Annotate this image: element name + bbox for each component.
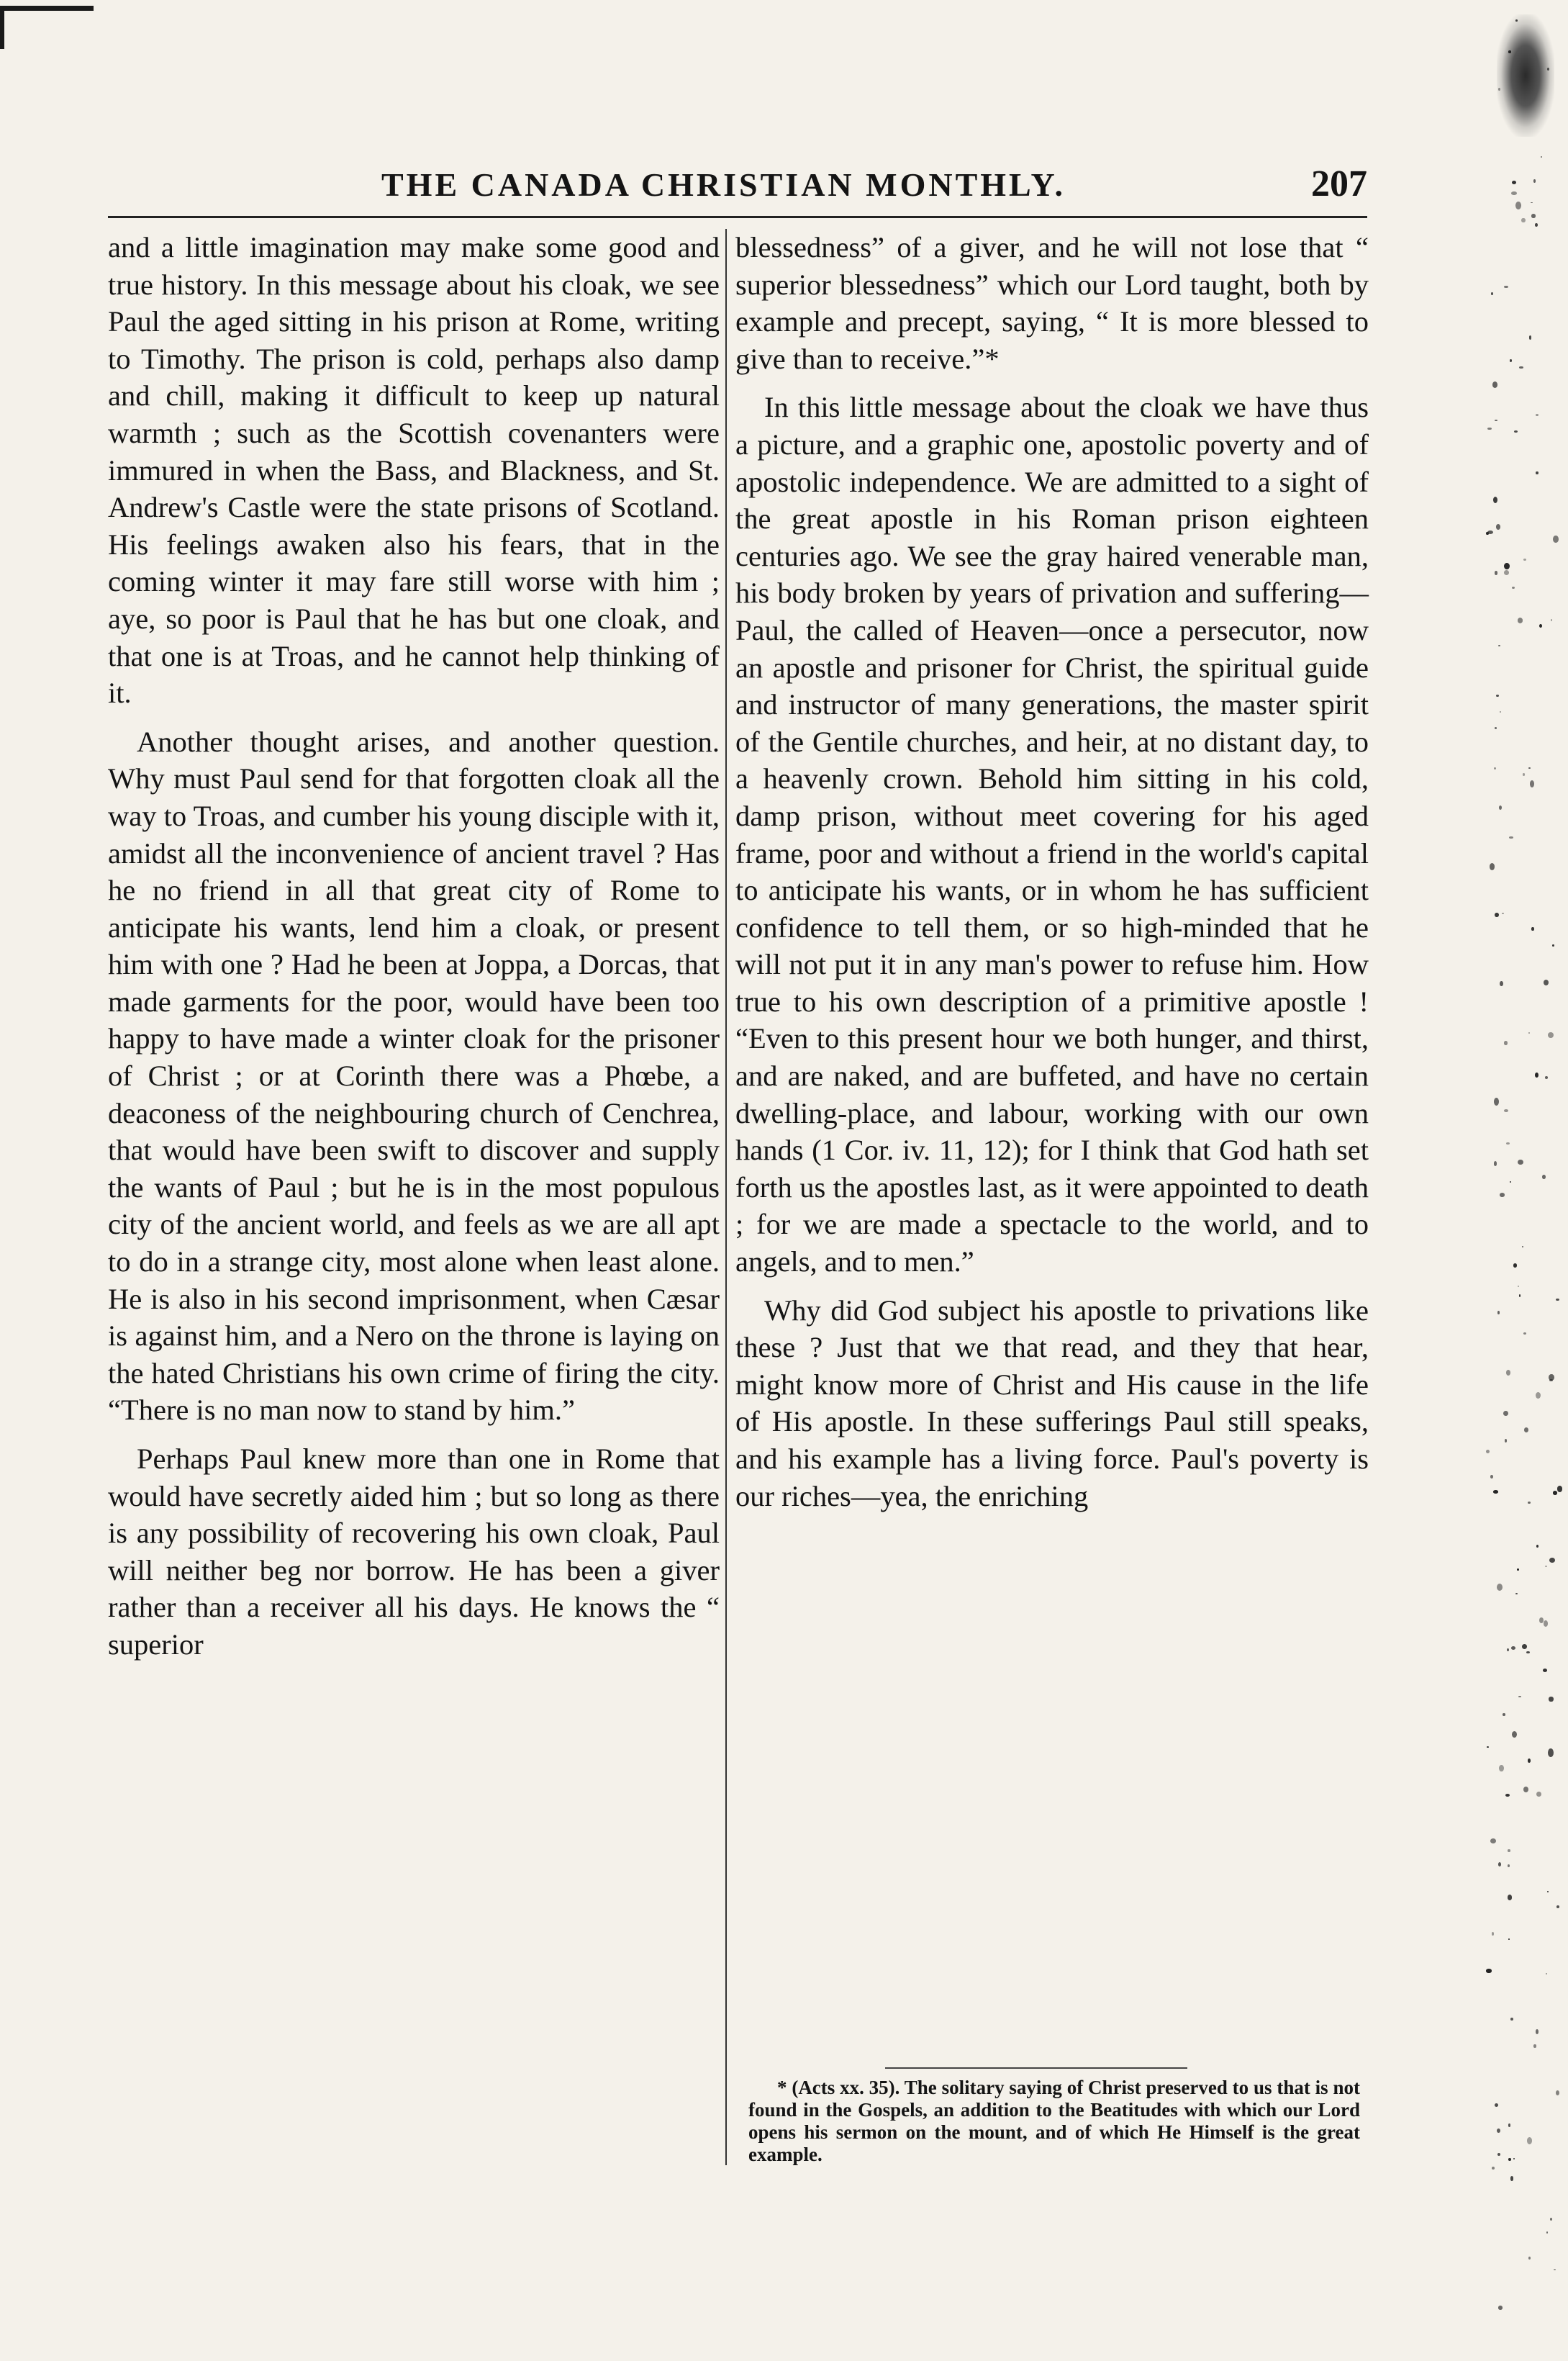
speckle-dot xyxy=(1518,1286,1519,1287)
speckle-dot xyxy=(1490,1838,1496,1843)
speckle-dot xyxy=(1496,695,1499,697)
speckle-dot xyxy=(1492,1932,1494,1936)
speckle-dot xyxy=(1551,619,1553,622)
speckle-dot xyxy=(1528,767,1531,769)
speckle-dot xyxy=(1535,1073,1538,1078)
speckle-dot xyxy=(1547,68,1549,71)
speckle-dot xyxy=(1552,944,1554,947)
speckle-dot xyxy=(1536,1792,1541,1797)
speckle-dot xyxy=(1536,471,1538,475)
speckle-dot xyxy=(1556,1299,1559,1301)
speckle-dot xyxy=(1549,1558,1555,1563)
speckle-dot xyxy=(1536,1392,1541,1399)
speckle-dot xyxy=(1536,414,1538,416)
speckle-dot xyxy=(1513,2158,1515,2159)
speckle-dot xyxy=(1556,2090,1559,2096)
speckle-dot xyxy=(1495,2103,1498,2107)
speckle-dot xyxy=(1519,1294,1521,1296)
speckle-dot xyxy=(1550,2218,1552,2221)
speckle-dot xyxy=(1524,1427,1528,1432)
speckle-dot xyxy=(1497,1311,1500,1314)
speckle-dot xyxy=(1531,927,1533,931)
speckle-dot xyxy=(1522,1644,1527,1649)
speckle-dot xyxy=(1500,1193,1505,1197)
speckle-dot xyxy=(1510,2176,1514,2180)
speckle-dot xyxy=(1515,19,1518,22)
speckle-dot xyxy=(1556,1905,1559,1908)
speckle-dot xyxy=(1518,1696,1521,1697)
page-number: 207 xyxy=(1311,163,1367,204)
speckle-dot xyxy=(1506,1370,1511,1376)
speckle-dot xyxy=(1543,1669,1547,1672)
speckle-dot xyxy=(1528,1032,1530,1034)
speckle-dot xyxy=(1494,1098,1499,1106)
speckle-dot xyxy=(1498,88,1500,91)
speckle-dot xyxy=(1486,532,1489,535)
speckle-dot xyxy=(1528,1502,1531,1504)
speckle-dot xyxy=(1546,1973,1547,1974)
speckle-dot xyxy=(1510,2018,1513,2021)
speckle-dot xyxy=(1511,191,1517,195)
speckle-dot xyxy=(1536,1545,1538,1548)
paragraph: Perhaps Paul knew more than one in Rome that would have secretly aided him ; but so long as there is any possibility of recovering his own cloak, Paul will neither beg nor borrow. He has been a giver rather than a receiver all his days. He knows the “ superior xyxy=(108,1443,720,1661)
speckle-dot xyxy=(1507,1648,1509,1651)
speckle-dot xyxy=(1490,1475,1493,1479)
speckle-dot xyxy=(1508,1895,1513,1900)
speckle-dot xyxy=(1553,536,1559,543)
speckle-dot xyxy=(1508,1864,1510,1867)
paragraph: blessedness” of a giver, and he will not lose that “ superior blessedness” which our Lord taught, both by example and precept, saying, “ It is more blessed to give than to receive.”* xyxy=(735,231,1369,375)
footnote-text: * (Acts xx. 35). The solitary saying of Christ preserved to us that is not found in the Gospels, an addition to the Beatitudes with which our Lord opens his sermon on the mount, and of which He Himself is the great example. xyxy=(748,2077,1360,2165)
speckle-dot xyxy=(1490,863,1495,870)
speckle-dot xyxy=(1513,1263,1518,1268)
speckle-dot xyxy=(1512,587,1515,589)
speckle-dot xyxy=(1528,1759,1531,1762)
speckle-dot xyxy=(1500,711,1501,713)
speckle-dot xyxy=(1519,366,1523,369)
footnote-rule xyxy=(885,2067,1187,2069)
speckle-dot xyxy=(1486,1969,1491,1973)
speckle-dot xyxy=(1495,727,1497,730)
speckle-dot xyxy=(1531,202,1533,204)
speckle-dot xyxy=(1522,1246,1523,1247)
speckle-dot xyxy=(1503,1411,1508,1417)
speckle-dot xyxy=(1545,1566,1547,1567)
speckle-dot xyxy=(1526,1651,1530,1653)
speckle-dot xyxy=(1512,1731,1517,1738)
speckle-dot xyxy=(1515,202,1521,209)
speckle-dot xyxy=(1542,1175,1545,1179)
speckle-dot xyxy=(1536,2029,1538,2034)
speckle-dot xyxy=(1497,2128,1500,2133)
speckle-dot xyxy=(1529,335,1532,340)
speckle-dot xyxy=(1499,805,1502,810)
speckle-dot xyxy=(1510,359,1512,362)
speckle-dot xyxy=(1511,1646,1516,1650)
speckle-dot xyxy=(1533,179,1536,183)
speckle-dot xyxy=(1504,1041,1508,1045)
speckle-dot xyxy=(1493,1490,1499,1494)
speckle-dot xyxy=(1497,1584,1503,1591)
speckle-dot xyxy=(1498,645,1500,646)
speckle-dot xyxy=(1528,2257,1531,2260)
speckle-dot xyxy=(1487,1746,1489,1748)
speckle-dot xyxy=(1544,980,1549,985)
speckle-dot xyxy=(1495,571,1498,575)
speckle-dot xyxy=(1505,1439,1508,1443)
speckle-dot xyxy=(1505,1794,1510,1797)
speckle-dot xyxy=(1541,156,1543,158)
speckle-dot xyxy=(1506,1142,1510,1145)
speckle-dot xyxy=(1494,767,1496,769)
speckle-dot xyxy=(1495,913,1498,917)
corner-rule-vertical xyxy=(0,6,4,49)
speckle-dot xyxy=(1508,2123,1510,2127)
speckle-dot xyxy=(1544,1620,1549,1627)
paragraph: Another thought arises, and another question. Why must Paul send for that forgotten cloak all the way to Troas, and cumber his young disciple with it, amidst all the inconvenience of ancient travel ? Has he no friend in all that great city of Rome to anticipate his wants, lend him a cloak, or present him with one ? Had he been at Joppa, a Dorcas, that made garments for the poor, would have been too happy to have made a winter cloak for the prisoner of Christ ; or at Corinth there was a Phœbe, a deaconess of the neighbouring church of Cenchrea, that would have been swift to discover and supply the wants of Paul ; but he is in the most populous city of the ancient world, and feels as we are all apt to do in a strange city, most alone when least alone. He is also in his second imprisonment, when Cæsar is against him, and a Nero on the throne is laying on the hated Christians his own crime of firing the city. “There is no man now to stand by him.” xyxy=(108,725,720,1427)
speckle-dot xyxy=(1508,50,1510,53)
speckle-dot xyxy=(1546,2231,1548,2234)
speckle-dot xyxy=(1514,430,1518,433)
speckle-dot xyxy=(1504,570,1509,575)
speckle-dot xyxy=(1531,214,1536,217)
speckle-dot xyxy=(1512,181,1516,184)
speckle-dot xyxy=(1499,1765,1503,1771)
column-divider xyxy=(725,229,727,2165)
speckle-dot xyxy=(1553,1491,1557,1495)
speckle-dot xyxy=(1545,1076,1548,1079)
speckle-dot xyxy=(1508,1938,1510,1940)
speckle-dot xyxy=(1547,1891,1549,1892)
right-column xyxy=(735,229,1369,1514)
speckle-dot xyxy=(1496,524,1501,530)
speckle-dot xyxy=(1508,1849,1510,1851)
paragraph: Why did God subject his apostle to privations like these ? Just that we that read, and they that hear, might know more of Christ and His cause in the life of His apostle. In these sufferings Paul still speaks, and his example has a living force. Paul's poverty is our riches—yea, the enriching xyxy=(735,1294,1369,1512)
speckle-dot xyxy=(1486,1450,1490,1453)
speckle-dot xyxy=(1492,382,1497,388)
page-header xyxy=(108,160,1367,210)
speckle-dot xyxy=(1518,618,1523,623)
speckle-dot xyxy=(1557,1486,1562,1492)
speckle-dot xyxy=(1523,1332,1526,1335)
speckle-dot xyxy=(1549,1697,1553,1701)
speckle-dot xyxy=(1493,497,1497,503)
speckle-dot xyxy=(1554,2269,1556,2270)
speckle-dot xyxy=(1508,2158,1511,2161)
footnote xyxy=(748,2077,1360,2166)
speckle-dot xyxy=(1504,1109,1508,1112)
speckle-dot xyxy=(1539,1617,1544,1624)
speckle-dot xyxy=(1521,218,1526,223)
speckle-dot xyxy=(1504,563,1510,570)
speckle-dot xyxy=(1548,1748,1554,1757)
speckle-dot xyxy=(1497,2153,1500,2156)
paragraph: In this little message about the cloak we have thus a picture, and a graphic one, apostolic poverty and of apostolic independence. We are admitted to a sight of the great apostle in his Roman prison eighteen centuries ago. We see the gray haired venerable man, his body broken by years of privation and suffering—Paul, the called of Heaven—once a persecutor, now an apostle and prisoner for Christ, the spiritual guide and instructor of many generations, the master spirit of the Gentile churches, and heir, at no distant day, to a heavenly crown. Behold him sitting in his cold, damp prison, without meet covering for his aged frame, poor and without a friend in the world's capital to anticipate his wants, or in whom he has sufficient confidence to tell them, or so high-minded that he will not put it in any man's power to refuse him. How true to his own description of a primitive apostle ! “Even to this present hour we both hunger, and thirst, and are naked, and are buffeted, and have no certain dwelling-place, and labour, working with our own hands (1 Cor. iv. 11, 12); for I think that God hath set forth us the apostles last, as it were appointed to death ; for we are made a spectacle to the world, and to angels, and to men.” xyxy=(735,391,1369,1278)
speckle-dot xyxy=(1535,223,1538,227)
speckle-dot xyxy=(1509,836,1513,839)
speckle-dot xyxy=(1498,2306,1503,2309)
speckle-dot xyxy=(1500,981,1503,986)
speckle-dot xyxy=(1549,1374,1554,1380)
speckle-dot xyxy=(1498,1862,1501,1866)
left-column xyxy=(108,229,720,1663)
speckle-dot xyxy=(1539,624,1542,628)
speckle-dot xyxy=(1517,1568,1519,1570)
speckle-dot xyxy=(1533,2044,1536,2047)
speckle-dot xyxy=(1510,1181,1511,1183)
paragraph: and a little imagination may make some good and true history. In this message about his cloak, we see Paul the aged sitting in his prison at Rome, writing to Timothy. The prison is cold, perhaps also damp and chill, making it difficult to keep up natural warmth ; such as the Scottish covenanters were immured in when the Bass, and Blackness, and St. Andrew's Castle were the state prisons of Scotland. His feelings awaken also his fears, that in the coming winter it may fare still worse with him ; aye, so poor is Paul that he has but one cloak, and that one is at Troas, and he cannot help thinking of it. xyxy=(108,231,720,710)
speckle-dot xyxy=(1527,2137,1532,2144)
header-rule xyxy=(108,216,1367,218)
speckle-dot xyxy=(1487,428,1492,430)
speckle-dot xyxy=(1530,780,1534,787)
speckle-dot xyxy=(1494,1161,1497,1166)
speckle-dot xyxy=(1504,286,1508,289)
speckle-dot xyxy=(1502,913,1504,915)
speckle-dot xyxy=(1523,773,1526,776)
speckle-dot xyxy=(1503,1713,1505,1715)
speckle-dot xyxy=(1548,1032,1554,1038)
speckle-dot xyxy=(1491,292,1493,295)
speckle-dot xyxy=(1515,1593,1518,1594)
corner-rule xyxy=(0,6,94,11)
running-title: THE CANADA CHRISTIAN MONTHLY. xyxy=(381,166,1066,203)
speckle-dot xyxy=(1523,559,1526,561)
speckle-dot xyxy=(1495,420,1497,422)
speckle-dot xyxy=(1492,2167,1495,2170)
speckle-dot xyxy=(1523,1787,1528,1793)
scan-margin-speckle xyxy=(1482,0,1568,2361)
speckle-dot xyxy=(1518,1160,1523,1165)
